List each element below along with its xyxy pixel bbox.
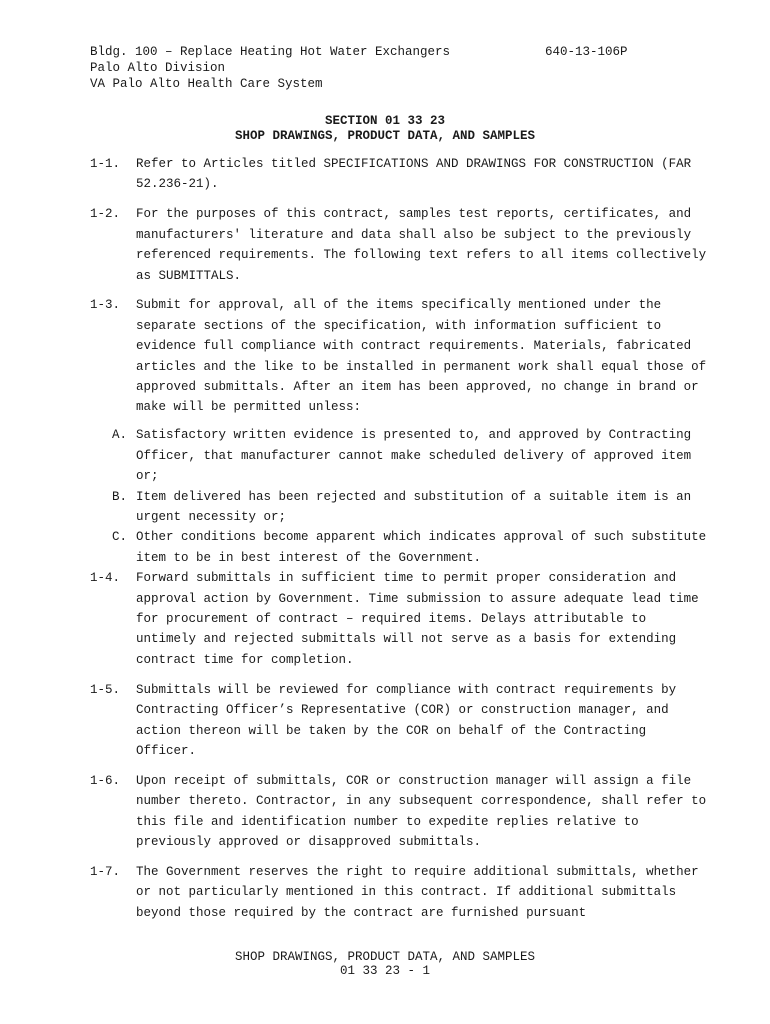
subitem-b	[0, 487, 770, 528]
page-footer	[0, 950, 770, 978]
subitem-text: Item delivered has been rejected and substitution of a suitable item is an urgent necessity or;	[136, 489, 692, 524]
paragraph-number: 1-1.	[90, 157, 121, 171]
paragraph-number: 1-3.	[90, 298, 121, 313]
subitem-text: Satisfactory written evidence is presented to, and approved by Contracting Officer, that manufacturer cannot make scheduled delivery of approved item or;	[136, 428, 692, 484]
paragraph-text: Upon receipt of submittals, COR or construction manager will assign a file number thereto. Contractor, in any subsequent correspondence, shall refer to this file and identification number to expedite replies relative to previously approved or disapproved submittals.	[136, 773, 707, 850]
paragraph-number: 1-5.	[90, 682, 121, 697]
paragraph-1-5	[0, 680, 770, 762]
subitem-a	[0, 425, 770, 486]
paragraph-text: Submittals will be reviewed for compliance with contract requirements by Contracting Officer’s Representative (COR) or construction manager, and action thereon will be taken by the COR on behalf of the Contracting Officer.	[136, 682, 677, 758]
footer-title: SHOP DRAWINGS, PRODUCT DATA, AND SAMPLES	[234, 950, 536, 964]
document-header	[90, 44, 450, 92]
paragraph-1-3	[0, 295, 770, 417]
document-body	[0, 154, 770, 933]
footer-page-number: 01 33 23 - 1	[339, 964, 430, 978]
paragraph-1-1	[0, 154, 770, 195]
paragraph-number: 1-7.	[90, 865, 121, 879]
paragraph-1-2	[0, 204, 770, 286]
subitem-letter: B.	[112, 489, 128, 504]
section-heading	[0, 114, 770, 143]
paragraph-1-7	[0, 862, 770, 923]
paragraph-number: 1-6.	[90, 773, 121, 788]
subitem-text: Other conditions become apparent which indicates approval of such substitute item to be in best interest of the Government.	[136, 530, 707, 565]
subitem-letter: C.	[112, 530, 128, 545]
section-number: SECTION 01 33 23	[324, 114, 446, 128]
paragraph-1-6	[0, 771, 770, 853]
paragraph-1-4	[0, 568, 770, 670]
paragraph-text: The Government reserves the right to require additional submittals, whether or not particularly mentioned in this contract. If additional submittals beyond those required by the contract are furnished pursuant	[136, 865, 699, 920]
paragraph-text: Submit for approval, all of the items specifically mentioned under the separate sections of the specification, with information sufficient to evidence full compliance with contract requirements. Materials, fabricated articles and the like to be installed in permanent work shall equal those of approved submittals. After an item has been approved, no change in brand or make will be permitted unless:	[136, 298, 707, 415]
paragraph-number: 1-4.	[90, 571, 121, 586]
header-division-line: Palo Alto Division	[90, 61, 226, 75]
paragraph-text: Forward submittals in sufficient time to permit proper consideration and approval action by Government. Time submission to assure adequate lead time for procurement of contract – required items. Delays attributable to untimely and rejected submittals will not serve as a basis for extending contract time for completion.	[136, 571, 699, 667]
paragraph-number: 1-2.	[90, 207, 121, 222]
subitem-letter: A.	[112, 428, 128, 443]
header-system-line: VA Palo Alto Health Care System	[90, 77, 323, 91]
header-project-line: Bldg. 100 – Replace Heating Hot Water Exchangers	[90, 45, 451, 59]
subitem-c	[0, 527, 770, 568]
section-title: SHOP DRAWINGS, PRODUCT DATA, AND SAMPLES	[234, 128, 536, 143]
header-project-code: 640-13-106P	[545, 45, 628, 59]
paragraph-text: For the purposes of this contract, samples test reports, certificates, and manufacturers' literature and data shall also be subject to the previously referenced requirements. The following text refers to all items collectively as SUBMITTALS.	[136, 207, 707, 283]
subitem-list	[0, 425, 770, 568]
paragraph-text: Refer to Articles titled SPECIFICATIONS AND DRAWINGS FOR CONSTRUCTION (FAR 52.236-21).	[136, 157, 692, 192]
